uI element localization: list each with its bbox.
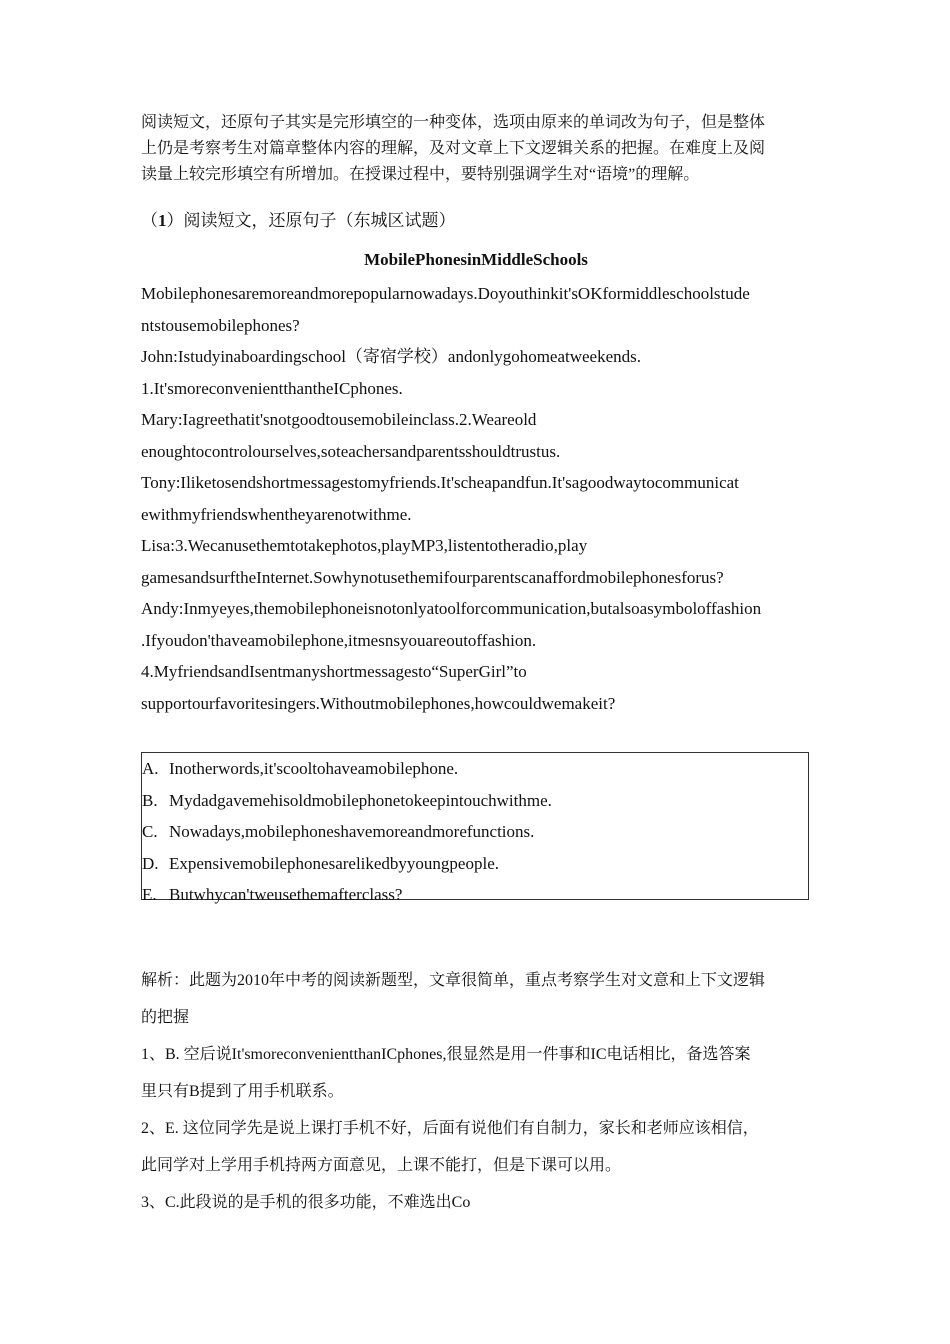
passage-line: ewithmyfriendswhentheyarenotwithme.	[141, 504, 412, 524]
option-a	[142, 753, 808, 785]
option-text: Inotherwords,it'scooltohaveamobilephone.	[169, 759, 459, 778]
analysis-line: 1、B. 空后说It'smoreconvenientthanICphones,很显然是用一件事和IC电话相比，备选答案	[141, 1046, 751, 1063]
option-text: Butwhycan'tweusethemafterclass?	[169, 885, 403, 904]
passage-line: enoughtocontrolourselves,soteachersandparentsshouldtrustus.	[141, 441, 561, 461]
document-page	[141, 110, 811, 1221]
passage-line: Tony:Iliketosendshortmessagestomyfriends.It'scheapandfun.It'sagoodwaytocommunicat	[141, 473, 739, 492]
analysis-line: 解析：此题为2010年中考的阅读新题型，文章很简单，重点考察学生对文意和上下文逻辑	[141, 972, 766, 989]
passage-line: 1.It'smoreconvenientthantheICphones.	[141, 378, 403, 398]
passage-line: 4.MyfriendsandIsentmanyshortmessagesto“SuperGirl”to	[141, 662, 527, 681]
option-c	[142, 816, 808, 848]
analysis-line: 3、C.此段说的是手机的很多功能，不难选出Co	[141, 1194, 471, 1211]
option-d	[142, 848, 808, 880]
passage-line: Lisa:3.Wecanusethemtotakephotos,playMP3,listentotheradio,play	[141, 536, 588, 555]
passage-line: supportourfavoritesingers.Withoutmobilephones,howcouldwemakeit?	[141, 693, 616, 713]
option-letter: C.	[142, 822, 158, 841]
option-text: Expensivemobilephonesarelikedbyyoungpeople.	[169, 853, 499, 873]
option-letter: B.	[142, 790, 158, 810]
section-number: 1	[158, 211, 167, 230]
passage	[141, 278, 811, 719]
passage-line: Mary:Iagreethatit'snotgoodtousemobileinclass.2.Weareold	[141, 410, 537, 429]
intro-line: 读量上较完形填空有所增加。在授课过程中，要特别强调学生对“语境”的理解。	[141, 166, 700, 183]
analysis-line: 里只有B提到了用手机联系。	[141, 1083, 344, 1100]
passage-line: Mobilephonesaremoreandmorepopularnowadays.Doyouthinkit'sOKformiddleschoolstude	[141, 284, 750, 303]
passage-title: MobilePhonesinMiddleSchools	[364, 250, 588, 269]
option-letter: E.	[142, 885, 157, 904]
passage-line: .Ifyoudon'thaveamobilephone,itmesnsyouareoutoffashion.	[141, 630, 537, 650]
analysis-section	[141, 962, 811, 1221]
section-open-paren: （	[141, 211, 158, 230]
options-box	[141, 752, 809, 904]
option-letter: D.	[142, 853, 159, 873]
passage-line: gamesandsurftheInternet.Sowhynotusethemifourparentscanaffordmobilephonesforus?	[141, 567, 724, 587]
option-e	[142, 879, 808, 911]
option-b	[142, 785, 808, 817]
analysis-line: 2、E. 这位同学先是说上课打手机不好，后面有说他们有自制力，家长和老师应该相信，	[141, 1120, 759, 1137]
intro-line: 阅读短文，还原句子其实是完形填空的一种变体，选项由原来的单词改为句子，但是整体	[141, 114, 766, 131]
intro-paragraph	[141, 110, 811, 188]
intro-line: 上仍是考察考生对篇章整体内容的理解，及对文章上下文逻辑关系的把握。在难度上及阅	[141, 140, 766, 157]
passage-line: Andy:Inmyeyes,themobilephoneisnotonlyatoolforcommunication,butalsoasymboloffashion	[141, 599, 762, 618]
option-text: Nowadays,mobilephoneshavemoreandmorefunctions.	[169, 822, 535, 841]
passage-line: ntstousemobilephones?	[141, 315, 300, 335]
analysis-line: 此同学对上学用手机持两方面意见，上课不能打，但是下课可以用。	[141, 1157, 622, 1174]
option-text: Mydadgavemehisoldmobilephonetokeepintouchwithme.	[169, 790, 552, 810]
option-letter: A.	[142, 759, 159, 778]
section-heading	[141, 208, 811, 234]
section-heading-text: ）阅读短文，还原句子（东城区试题）	[166, 211, 456, 230]
analysis-line: 的把握	[141, 1009, 190, 1026]
passage-line: John:Istudyinaboardingschool（寄宿学校）andonlygohomeatweekends.	[141, 347, 642, 366]
